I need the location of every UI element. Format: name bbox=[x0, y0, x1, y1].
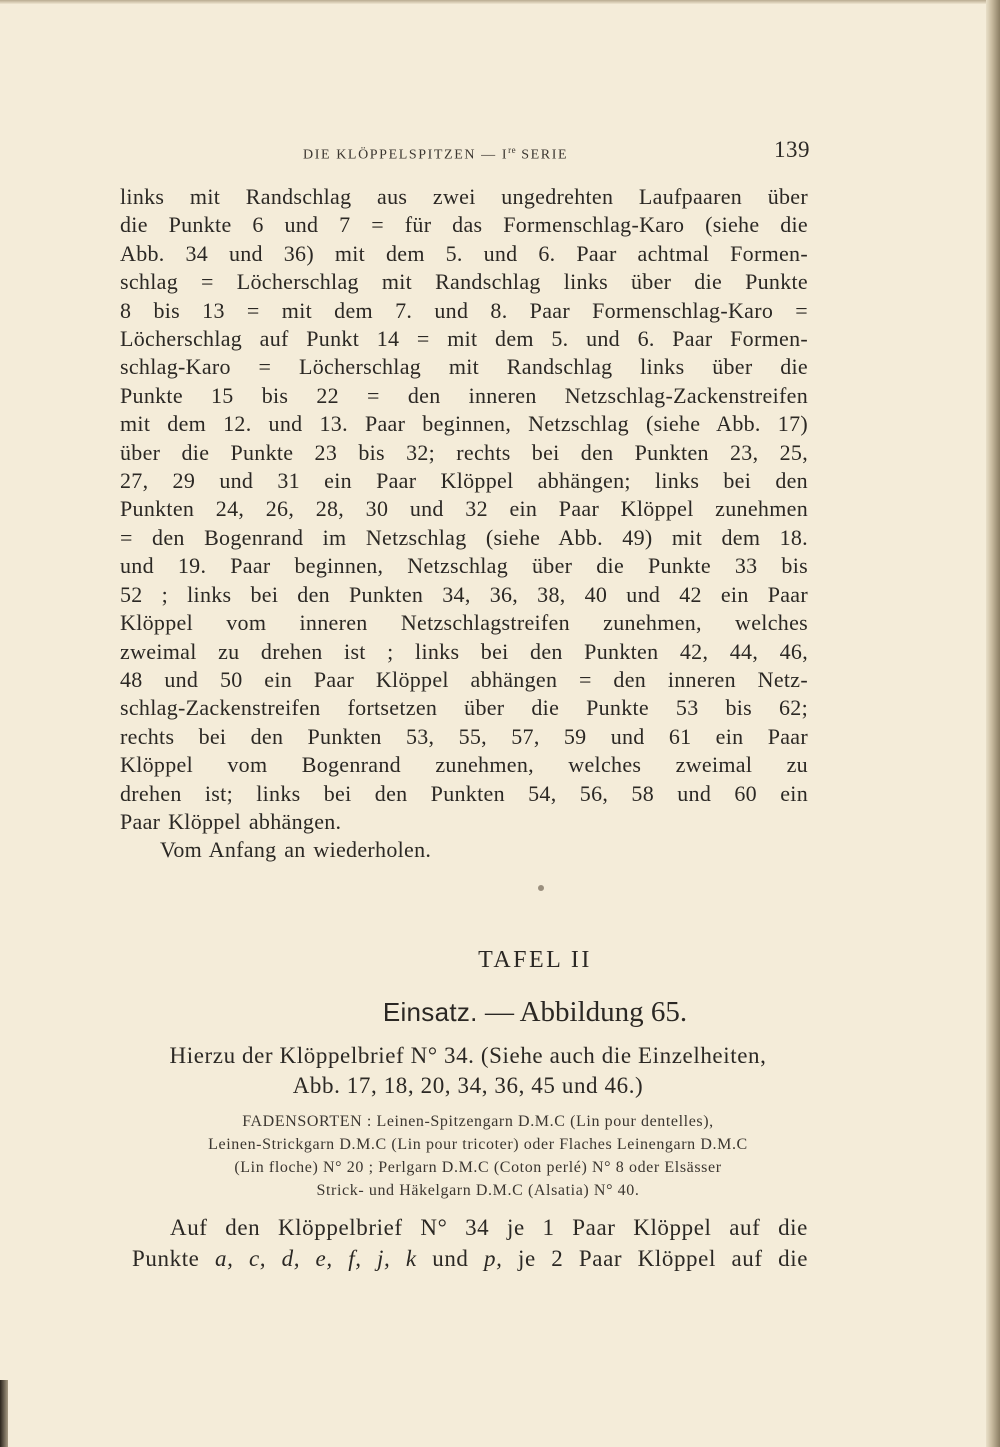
body-line: die Punkte 6 und 7 = für das Formenschlag-Karo (siehe die bbox=[120, 212, 808, 238]
body-line: = den Bogenrand im Netzschlag (siehe Abb. 49) mit dem 18. bbox=[120, 524, 808, 550]
fadensorten-note bbox=[148, 1110, 808, 1202]
page-number: 139 bbox=[774, 137, 810, 162]
body-line: 8 bis 13 = mit dem 7. und 8. Paar Formenschlag-Karo = bbox=[120, 297, 808, 323]
body-line: Vom Anfang an wiederholen. bbox=[160, 837, 432, 863]
body-line: mit dem 12. und 13. Paar beginnen, Netzschlag (siehe Abb. 17) bbox=[120, 411, 808, 437]
fadensorten-line: FADENSORTEN : Leinen-Spitzengarn D.M.C (Lin pour dentelles), bbox=[242, 1113, 714, 1130]
auf-den-letters: a, c, d, e, f, j, k bbox=[215, 1246, 417, 1271]
body-line: drehen ist; links bei den Punkten 54, 56, 58 und 60 ein bbox=[120, 780, 808, 806]
body-line: schlag-Karo = Löcherschlag mit Randschlag links über die bbox=[120, 354, 808, 380]
section-label: Einsatz. bbox=[382, 997, 478, 1027]
auf-den-line: Punkte a, c, d, e, f, j, k und p, je 2 Paar Klöppel auf die bbox=[132, 1246, 809, 1271]
auf-den-letter-p: p, bbox=[484, 1246, 503, 1271]
page-edge-right bbox=[986, 0, 1000, 1447]
section-figure: Abbildung 65. bbox=[519, 996, 688, 1028]
body-line: rechts bei den Punkten 53, 55, 57, 59 und 61 ein Paar bbox=[120, 723, 808, 749]
body-line: 27, 29 und 31 ein Paar Klöppel abhängen; links bei den bbox=[120, 468, 808, 494]
body-line: 48 und 50 ein Paar Klöppel abhängen = den inneren Netz- bbox=[120, 666, 808, 692]
body-line: über die Punkte 23 bis 32; rechts bei den Punkten 23, 25, bbox=[120, 439, 808, 465]
body-line: schlag-Zackenstreifen fortsetzen über die Punkte 53 bis 62; bbox=[120, 695, 808, 721]
body-text bbox=[120, 183, 808, 865]
body-line: zweimal zu drehen ist ; links bei den Punkten 42, 44, 46, bbox=[120, 638, 808, 664]
body-line: Klöppel vom Bogenrand zunehmen, welches zweimal zu bbox=[120, 752, 808, 778]
section-title bbox=[0, 996, 1000, 1029]
body-line: Paar Klöppel abhängen. bbox=[120, 808, 342, 834]
tafel-heading: TAFEL II bbox=[478, 947, 592, 973]
body-line: 52 ; links bei den Punkten 34, 36, 38, 40 und 42 ein Paar bbox=[120, 581, 808, 607]
hierzu-line: Abb. 17, 18, 20, 34, 36, 45 und 46.) bbox=[292, 1073, 644, 1098]
section-dash: — bbox=[477, 996, 520, 1028]
page-edge-top bbox=[0, 0, 1000, 4]
body-line: Löcherschlag auf Punkt 14 = mit dem 5. und 6. Paar Formen- bbox=[120, 326, 808, 352]
body-line: Punkte 15 bis 22 = den inneren Netzschlag-Zackenstreifen bbox=[120, 382, 808, 408]
fadensorten-line: Strick- und Häkelgarn D.M.C (Alsatia) N° 40. bbox=[316, 1182, 640, 1199]
fadensorten-line: (Lin floche) N° 20 ; Perlgarn D.M.C (Coton perlé) N° 8 oder Elsässer bbox=[234, 1159, 722, 1176]
body-line: schlag = Löcherschlag mit Randschlag links über die Punkte bbox=[120, 269, 808, 295]
running-head bbox=[120, 137, 810, 167]
hierzu-line: Hierzu der Klöppelbrief N° 34. (Siehe auch die Einzelheiten, bbox=[169, 1043, 767, 1068]
auf-den-paragraph bbox=[132, 1212, 808, 1274]
body-line: Abb. 34 und 36) mit dem 5. und 6. Paar achtmal Formen- bbox=[120, 240, 808, 266]
body-line: Punkten 24, 26, 28, 30 und 32 ein Paar Klöppel zunehmen bbox=[120, 496, 808, 522]
body-line: Klöppel vom inneren Netzschlagstreifen zunehmen, welches bbox=[120, 610, 808, 636]
running-head-title: DIE KLÖPPELSPITZEN — Ire SERIE bbox=[303, 145, 569, 163]
hierzu-paragraph bbox=[128, 1041, 808, 1101]
page-edge-left bbox=[0, 1380, 8, 1447]
auf-den-line: Auf den Klöppelbrief N° 34 je 1 Paar Klöppel auf die bbox=[170, 1215, 808, 1240]
body-line: und 19. Paar beginnen, Netzschlag über die Punkte 33 bis bbox=[120, 553, 808, 579]
fadensorten-line: Leinen-Strickgarn D.M.C (Lin pour tricoter) oder Flaches Leinengarn D.M.C bbox=[208, 1136, 748, 1153]
body-line: links mit Randschlag aus zwei ungedrehten Laufpaaren über bbox=[120, 184, 808, 209]
ornament-dot bbox=[538, 885, 544, 891]
